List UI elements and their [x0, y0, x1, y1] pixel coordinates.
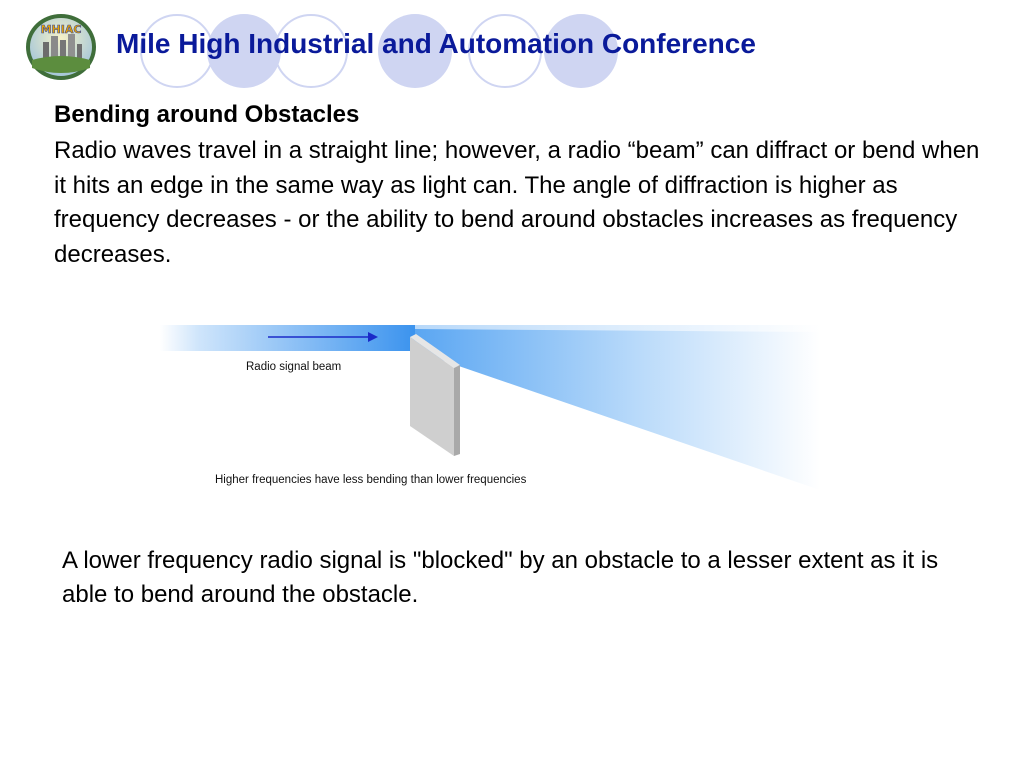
explanation-paragraph: A lower frequency radio signal is "blocked" by an obstacle to a lesser extent as it is able to bend around the obstacle.: [62, 547, 939, 608]
diffraction-diagram: [160, 320, 820, 500]
figure-caption: Higher frequencies have less bending than lower frequencies: [215, 474, 527, 486]
page-title: Mile High Industrial and Automation Conference: [116, 28, 756, 59]
signal-beam: [160, 325, 415, 351]
obstacle-side: [454, 365, 460, 456]
diffracted-beam: [415, 325, 820, 490]
section-heading: Bending around Obstacles: [54, 101, 360, 128]
svg-text:MHIAC: MHIAC: [40, 23, 82, 36]
mhiac-logo: [24, 12, 98, 82]
beam-label: Radio signal beam: [246, 361, 342, 373]
body-paragraph: Radio waves travel in a straight line; however, a radio “beam” can diffract or bend when it hits an edge in the same way as light can. The angle of diffraction is higher as frequency decreases - or the ability to bend around obstacles increases as frequency decreases.: [54, 137, 980, 268]
